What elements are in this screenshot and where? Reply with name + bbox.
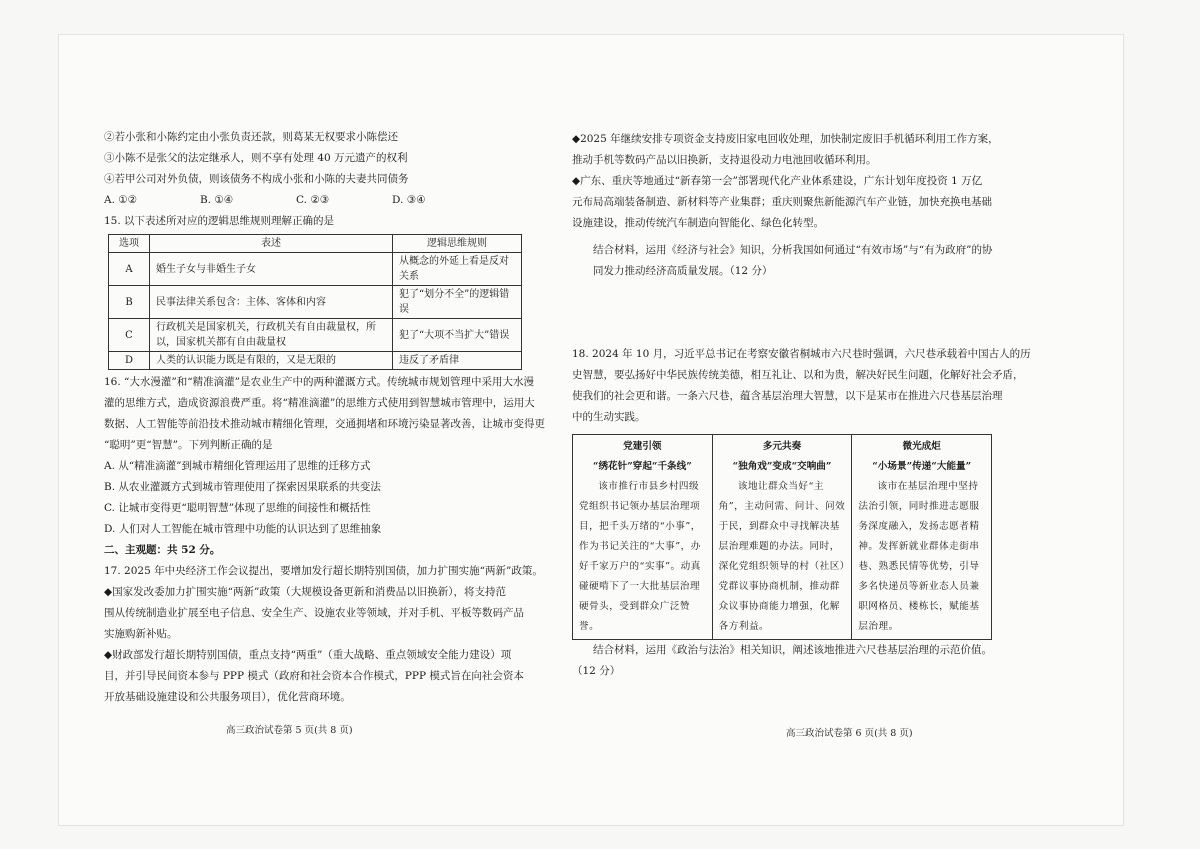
q18-practice-box	[713, 435, 853, 639]
q17-continued-line: 元布局高端装备制造、新材料等产业集群；重庆则聚焦新能源汽车产业链，加快充换电基础	[572, 196, 992, 208]
q17-material	[104, 561, 543, 708]
q15-row	[109, 352, 522, 370]
q17-line: 围从传统制造业扩展至电子信息、安全生产、设施农业等领域，并对手机、平板等数码产品	[104, 607, 524, 619]
q18-stem-line: 18. 2024 年 10 月，习近平总书记在考察安徽省桐城市六尺巷时强调，六尺巷承载着中国古人的历	[572, 348, 1031, 360]
q18-practice-boxes	[572, 434, 992, 640]
q14-option: B. ①④	[200, 194, 234, 206]
q16-stem-line: 数据、人工智能等前沿技术推动城市精细化管理，交通拥堵和环境污染显著改善，让城市变得更	[104, 418, 545, 430]
page-6	[572, 129, 1031, 682]
q15-header-option: 选项	[109, 235, 150, 253]
q16-stem-line: 16. “大水漫灌”和“精准滴灌”是农业生产中的两种灌溉方式。传统城市规划管理中采用大水漫	[104, 376, 535, 388]
q18-task-line: （12 分）	[572, 665, 621, 677]
q15-cell-statement: 婚生子女与非婚生子女	[150, 253, 393, 286]
box-body: 该地让群众当好“主角”，主动问需、问计、问效于民，到群众中寻找解决基层治理难题的办法。同时，深化党组织领导的村（社区）党群议事协商机制，推动群众议事协商能力增强，化解各方利益。	[718, 481, 846, 632]
q17-line: ◆国家发改委加力扩围实施“两新”政策（大规模设备更新和消费品以旧换新），将支持范	[104, 586, 507, 598]
q17-task-line: 同发力推动经济高质量发展。（12 分）	[593, 265, 773, 277]
q17-material-continued	[572, 129, 999, 234]
page-5-footer: 高三政治试卷第 5 页(共 8 页)	[226, 725, 353, 736]
q15-stem: 15. 以下表述所对应的逻辑思维规则理解正确的是	[104, 215, 335, 227]
q15-cell-rule: 从概念的外延上看是反对关系	[393, 253, 522, 286]
q17-line: 17. 2025 年中央经济工作会议提出，要增加发行超长期特别国债，加力扩围实施“两新”政策。	[104, 565, 543, 577]
q16-option: B. 从农业灌溉方式到城市管理使用了探索因果联系的共变法	[104, 481, 381, 493]
q14-statement-line: ②若小张和小陈约定由小张负责还款，则葛某无权要求小陈偿还	[104, 131, 398, 143]
q18-task-line: 结合材料，运用《政治与法治》相关知识，阐述该地推进六尺巷基层治理的示范价值。	[593, 644, 992, 656]
box-title: 党建引领	[623, 441, 662, 452]
q14-statement-line: ③小陈不是张父的法定继承人，则不享有处理 40 万元遗产的权利	[104, 152, 408, 164]
page-5	[104, 127, 545, 708]
q17-line: 实施购新补贴。	[104, 628, 178, 640]
q16-option: D. 人们对人工智能在城市管理中功能的认识达到了思维抽象	[104, 523, 382, 535]
q15-row	[109, 319, 522, 352]
q17-continued-line: ◆2025 年继续安排专项资金支持废旧家电回收处理，加快制定废旧手机循环利用工作方案，	[572, 133, 999, 145]
box-subtitle: “独角戏”变成“交响曲”	[732, 461, 832, 472]
section-2-heading: 二、主观题：共 52 分。	[104, 544, 221, 556]
q16-option: A. 从“精准滴灌”到城市精细化管理运用了思维的迁移方式	[104, 460, 371, 472]
q17-line: ◆财政部发行超长期特别国债，重点支持“两重”（重大战略、重点领域安全能力建设）项	[104, 649, 512, 661]
q15-header-rule: 逻辑思维规则	[393, 235, 522, 253]
q18-task	[572, 640, 996, 682]
q17-continued-line: 推动手机等数码产品以旧换新，支持退役动力电池回收循环利用。	[572, 154, 877, 166]
q16-option: C. 让城市变得更“聪明智慧”体现了思维的间接性和概括性	[104, 502, 371, 514]
q15-cell-statement: 行政机关是国家机关，行政机关有自由裁量权，所以，国家机关都有自由裁量权	[150, 319, 393, 352]
q15-cell-option: C	[109, 319, 150, 352]
box-body: 该市在基层治理中坚持法治引领，同时推进志愿服务深度融入，发扬志愿者精神。发挥新就业群体走街串巷、熟悉民情等优势，引导多名快递员等新业态人员兼职网格员、楼栋长，赋能基层治理。	[858, 481, 980, 632]
q18-stem	[572, 344, 1031, 428]
q14-statement-line: ④若甲公司对外负债，则该债务不构成小张和小陈的夫妻共同债务	[104, 173, 409, 185]
q17-line: 目，并引导民间资本参与 PPP 模式（政府和社会资本合作模式，PPP 模式旨在向社会资本	[104, 670, 524, 682]
q15-cell-option: D	[109, 352, 150, 370]
q16-options	[104, 456, 536, 540]
box-subtitle: “绣花针”穿起“千条线”	[592, 461, 692, 472]
q14-option: D. ③④	[392, 194, 426, 206]
q18-stem-line: 使我们的社会更和谐。一条六尺巷，蕴含基层治理大智慧，以下是某市在推进六尺巷基层治理	[572, 390, 1003, 402]
q16-stem	[104, 372, 545, 456]
q15-table	[108, 234, 522, 370]
q17-task-line: 结合材料，运用《经济与社会》知识，分析我国如何通过“有效市场”与“有为政府”的协	[593, 244, 993, 256]
box-body: 该市推行市县乡村四级党组织书记领办基层治理项目，把千头万绪的“小事”，作为书记关注的“大事”，办好千家万户的“实事”。动真碰硬啃下了一大批基层治理硬骨头，受到群众广泛赞誉。	[579, 481, 701, 632]
q17-continued-line: ◆广东、重庆等地通过“新春第一会”部署现代化产业体系建设，广东计划年度投资 1 万亿	[572, 175, 983, 187]
box-title: 多元共奏	[762, 441, 802, 452]
box-title: 微光成炬	[902, 441, 941, 452]
q14-options	[104, 190, 536, 211]
q17-line: 开放基础设施建设和公共服务项目），优化营商环境。	[104, 691, 351, 703]
box-subtitle: “小场景”传递“大能量”	[872, 461, 972, 472]
q15-header-statement: 表述	[150, 235, 393, 253]
q15-cell-statement: 民事法律关系包含：主体、客体和内容	[150, 286, 393, 319]
q16-stem-line: 灌的思维方式，造成资源浪费严重。将“精准滴灌”的思维方式使用到智慧城市管理中，运用大	[104, 397, 535, 409]
q17-task	[572, 240, 996, 282]
q15-cell-rule: 犯了“划分不全”的逻辑错误	[393, 286, 522, 319]
q18-stem-line: 中的生动实践。	[572, 411, 646, 423]
q18-practice-box	[573, 435, 713, 639]
q14-option: A. ①②	[104, 194, 138, 206]
q15-cell-rule: 犯了“大项不当扩大”错误	[393, 319, 522, 352]
q15-row	[109, 286, 522, 319]
q16-stem-line: “聪明”更“智慧”。下列判断正确的是	[104, 439, 273, 451]
q15-row	[109, 253, 522, 286]
q14-remaining-statements	[104, 127, 536, 190]
q17-continued-line: 设施建设，推动传统汽车制造向智能化、绿色化转型。	[572, 217, 824, 229]
q18-stem-line: 史智慧，要弘扬好中华民族传统美德，相互礼让、以和为贵，解决好民生问题，化解好社会矛盾，	[572, 369, 1024, 381]
q15-cell-rule: 违反了矛盾律	[393, 352, 522, 370]
q18-practice-box	[852, 435, 991, 639]
q15-cell-option: B	[109, 286, 150, 319]
q15-cell-option: A	[109, 253, 150, 286]
q15-cell-statement: 人类的认识能力既是有限的，又是无限的	[150, 352, 393, 370]
q14-option: C. ②③	[296, 194, 330, 206]
page-6-footer: 高三政治试卷第 6 页(共 8 页)	[786, 728, 913, 739]
